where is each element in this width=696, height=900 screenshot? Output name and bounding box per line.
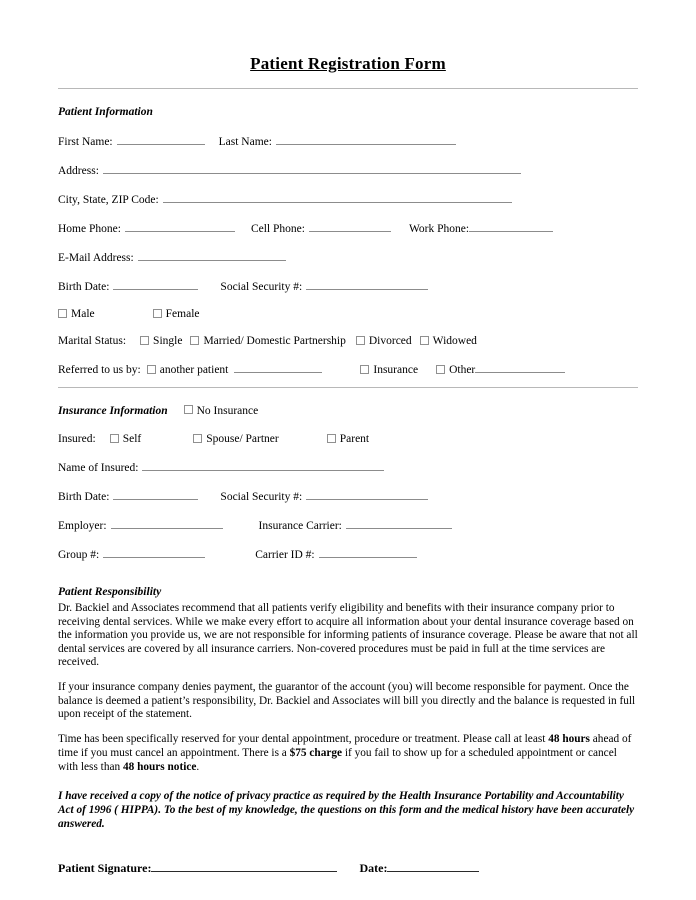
gender-option-female-label: Female	[165, 308, 200, 320]
insured-option-parent-label: Parent	[339, 433, 370, 445]
row-name	[58, 133, 638, 150]
responsibility-paragraph-2: If your insurance company denies payment, the guarantor of the account (you) will become responsible for payment. Once the balance is deemed a patient’s responsibility, Dr. Backiel and Associates will bill you directly and the balance is requested in full upon receipt of the statement.	[58, 681, 636, 721]
checkbox-icon-other-referral[interactable]	[436, 365, 445, 374]
marital-option-married-label: Married/ Domestic Partnership	[203, 335, 346, 347]
referred-option-another-patient-label: another patient	[159, 364, 229, 376]
checkbox-icon-no-insurance[interactable]	[184, 405, 193, 414]
row-city-state-zip	[58, 191, 638, 208]
referred-another-patient-input[interactable]	[234, 361, 322, 373]
section-heading-insurance-information	[58, 404, 638, 419]
row-phones	[58, 220, 638, 237]
row-employer-carrier	[58, 517, 638, 534]
responsibility-p3-text-3: if you fail to show up for a scheduled appointment or cancel with less than	[58, 746, 617, 773]
insured-ssn-label: Social Security #:	[220, 491, 303, 503]
row-address	[58, 162, 638, 179]
row-signature	[58, 859, 638, 876]
checkbox-icon-female[interactable]	[153, 309, 162, 318]
page-title: Patient Registration Form	[250, 54, 446, 73]
referred-option-insurance-label: Insurance	[373, 364, 419, 376]
marital-option-divorced-label: Divorced	[368, 335, 412, 347]
marital-option-widowed-label: Widowed	[432, 335, 477, 347]
hippa-attestation-text: I have received a copy of the notice of privacy practice as required by the Health Insurance Portability and Accountability Act of 1996 ( HIPPA). To the best of my knowledge, the questions on this form and the medical history have been accurately answered.	[58, 790, 635, 831]
insured-birth-date-input[interactable]	[113, 488, 198, 500]
date-input[interactable]	[387, 859, 479, 872]
insured-ssn-input[interactable]	[306, 488, 428, 500]
insured-label: Insured:	[58, 433, 96, 445]
row-insured-birth-ssn	[58, 488, 638, 505]
carrier-id-input[interactable]	[319, 546, 417, 558]
section-divider	[58, 387, 638, 388]
row-marital-status	[58, 334, 638, 349]
row-gender	[58, 307, 638, 322]
insurance-information-heading-text: Insurance Information	[58, 405, 168, 417]
responsibility-p3-text-4: .	[196, 760, 200, 773]
responsibility-paragraph-1: Dr. Backiel and Associates recommend that all patients verify eligibility and benefits with their insurance company prior to receiving dental services. While we make every effort to acquire all information about your dental insurance coverage based on the information you provide us, we are not responsible for informing patients of insurance coverage. Please be aware that not all dental services are covered by all insurance carriers. Non-covered procedures must be paid in full at the time services are received.	[58, 602, 638, 669]
responsibility-p3-text-2: ahead of time if you must cancel an appointment. There is a	[58, 733, 632, 759]
responsibility-paragraph-3	[58, 733, 638, 774]
city-state-zip-input[interactable]	[163, 191, 512, 203]
cell-phone-label: Cell Phone:	[250, 223, 305, 235]
date-label: Date:	[359, 861, 388, 876]
responsibility-p3-text-1: Time has been specifically reserved for your dental appointment, procedure or treatment. Please call at least	[58, 733, 549, 746]
ssn-label: Social Security #:	[220, 281, 303, 293]
first-name-label: First Name:	[58, 136, 113, 148]
insurance-carrier-label: Insurance Carrier:	[258, 520, 342, 532]
address-label: Address:	[58, 165, 99, 177]
referred-option-other-label: Other	[449, 364, 476, 376]
checkbox-icon-insured-self[interactable]	[110, 434, 119, 443]
row-referred-by	[58, 361, 638, 378]
cell-phone-input[interactable]	[309, 220, 391, 232]
insured-option-spouse-label: Spouse/ Partner	[206, 433, 279, 445]
responsibility-p3-bold-48-hours-notice: 48 hours notice	[122, 760, 197, 773]
checkbox-icon-insured-parent[interactable]	[327, 434, 336, 443]
employer-label: Employer:	[58, 520, 107, 532]
email-label: E-Mail Address:	[58, 252, 134, 264]
responsibility-p3-bold-48-hours: 48 hours	[548, 733, 590, 746]
checkbox-icon-another-patient[interactable]	[147, 365, 156, 374]
marital-option-single-label: Single	[153, 335, 183, 347]
employer-input[interactable]	[111, 517, 223, 529]
responsibility-p3-bold-charge: $75 charge	[289, 746, 343, 759]
checkbox-icon-male[interactable]	[58, 309, 67, 318]
address-input[interactable]	[103, 162, 521, 174]
row-group-carrier-id	[58, 546, 638, 563]
home-phone-label: Home Phone:	[58, 223, 121, 235]
last-name-label: Last Name:	[218, 136, 272, 148]
gender-option-male-label: Male	[71, 308, 95, 320]
row-name-of-insured	[58, 459, 638, 476]
referred-other-input[interactable]	[475, 361, 565, 373]
home-phone-input[interactable]	[125, 220, 235, 232]
work-phone-input[interactable]	[469, 220, 553, 232]
ssn-input[interactable]	[306, 278, 428, 290]
checkbox-icon-insured-spouse[interactable]	[193, 434, 202, 443]
checkbox-icon-widowed[interactable]	[420, 336, 429, 345]
no-insurance-label: No Insurance	[196, 405, 259, 417]
marital-status-label: Marital Status:	[58, 335, 127, 347]
city-state-zip-label: City, State, ZIP Code:	[58, 194, 159, 206]
row-email	[58, 249, 638, 266]
checkbox-icon-married[interactable]	[190, 336, 199, 345]
section-heading-patient-information: Patient Information	[58, 106, 153, 118]
patient-signature-input[interactable]	[151, 859, 337, 872]
insured-birth-date-label: Birth Date:	[58, 491, 110, 503]
group-number-label: Group #:	[58, 549, 100, 561]
checkbox-icon-single[interactable]	[140, 336, 149, 345]
patient-signature-label: Patient Signature:	[58, 861, 152, 876]
name-of-insured-input[interactable]	[142, 459, 384, 471]
insurance-carrier-input[interactable]	[346, 517, 452, 529]
insured-option-self-label: Self	[122, 433, 142, 445]
name-of-insured-label: Name of Insured:	[58, 462, 139, 474]
row-insured	[58, 432, 638, 447]
birth-date-label: Birth Date:	[58, 281, 110, 293]
birth-date-input[interactable]	[113, 278, 198, 290]
first-name-input[interactable]	[117, 133, 205, 145]
referred-by-label: Referred to us by:	[58, 364, 141, 376]
email-input[interactable]	[138, 249, 286, 261]
work-phone-label: Work Phone:	[408, 223, 470, 235]
last-name-input[interactable]	[276, 133, 456, 145]
section-heading-patient-responsibility: Patient Responsibility	[58, 586, 162, 598]
header-divider	[58, 88, 638, 89]
row-birth-ssn	[58, 278, 638, 295]
checkbox-icon-divorced[interactable]	[356, 336, 365, 345]
carrier-id-label: Carrier ID #:	[255, 549, 315, 561]
checkbox-icon-insurance-referral[interactable]	[360, 365, 369, 374]
group-number-input[interactable]	[103, 546, 205, 558]
